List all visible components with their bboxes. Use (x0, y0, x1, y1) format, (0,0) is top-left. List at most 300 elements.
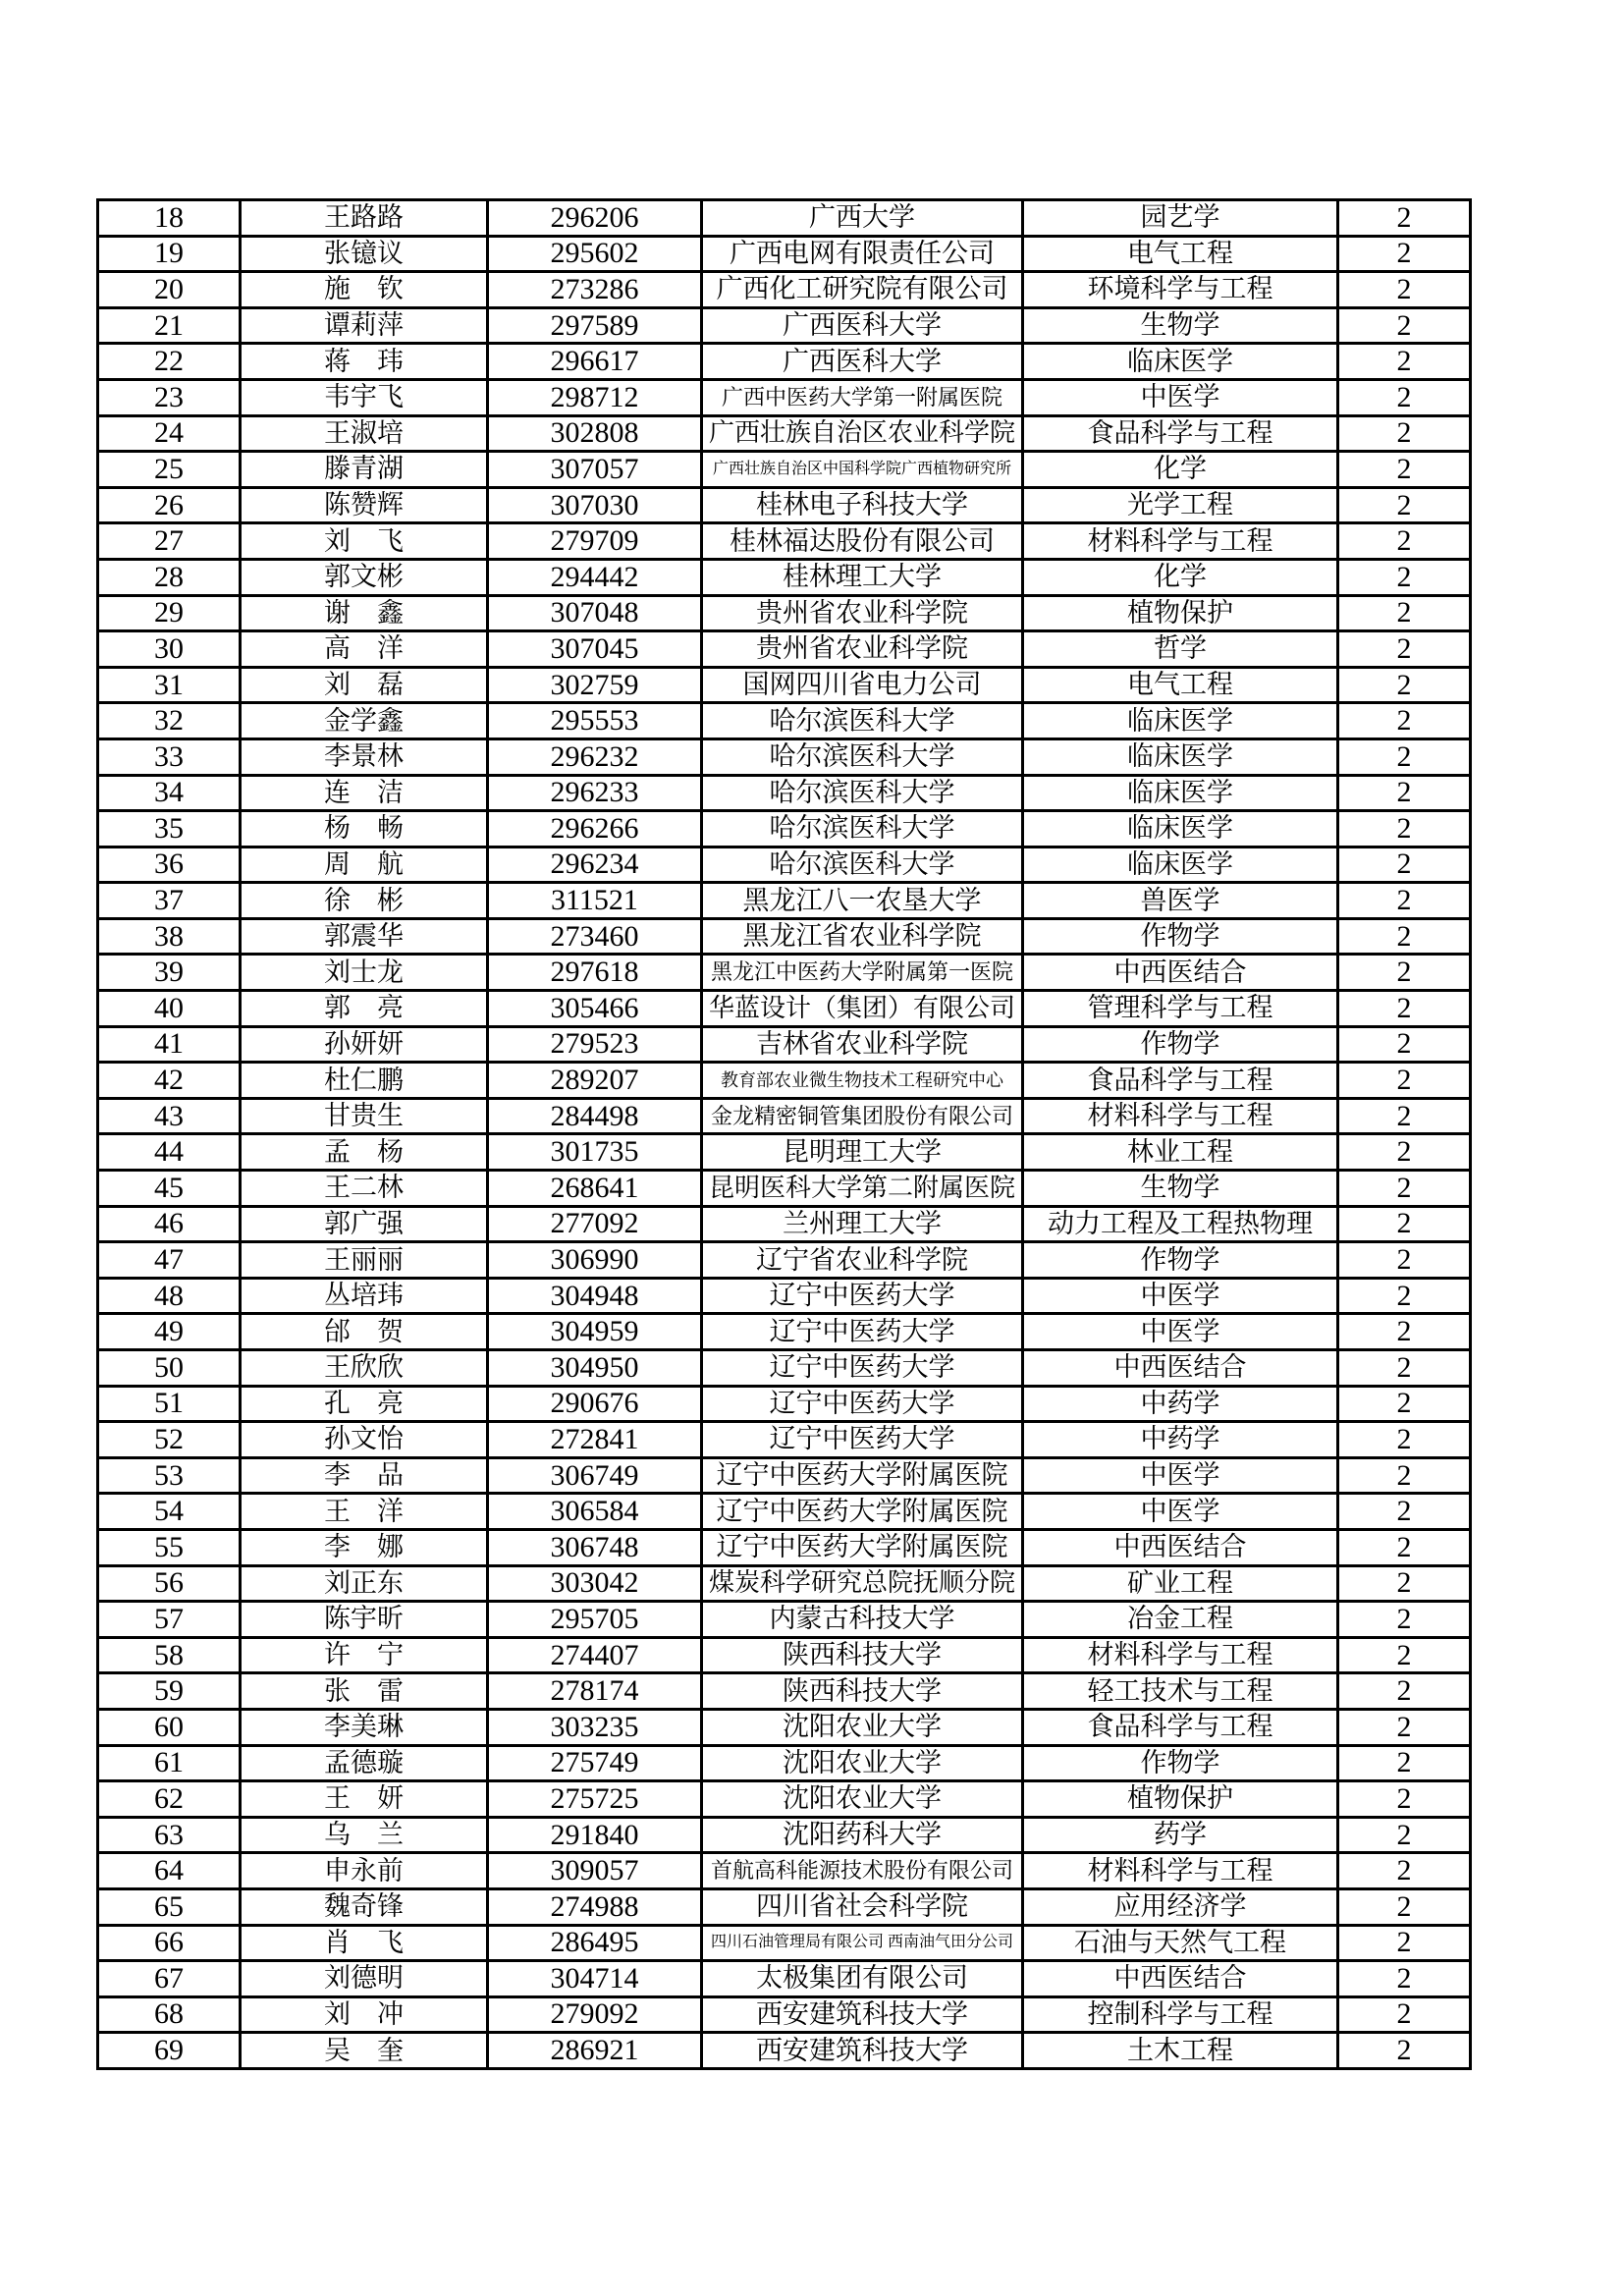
code-cell: 306748 (488, 1529, 702, 1565)
name-cell: 王欣欣 (241, 1350, 488, 1387)
count-cell: 2 (1338, 200, 1471, 237)
name-cell: 郭广强 (241, 1206, 488, 1242)
count-cell: 2 (1338, 272, 1471, 308)
discipline-cell: 作物学 (1023, 1242, 1338, 1279)
discipline-cell: 作物学 (1023, 1026, 1338, 1063)
org-cell: 吉林省农业科学院 (702, 1026, 1023, 1063)
count-cell: 2 (1338, 307, 1471, 344)
table-row (98, 1171, 1471, 1207)
row-number-cell: 43 (98, 1098, 241, 1134)
discipline-cell: 中医学 (1023, 1314, 1338, 1350)
code-cell: 273460 (488, 918, 702, 955)
code-cell: 309057 (488, 1853, 702, 1889)
count-cell: 2 (1338, 1709, 1471, 1745)
code-cell: 272841 (488, 1422, 702, 1458)
table-row (98, 667, 1471, 703)
discipline-cell: 生物学 (1023, 1171, 1338, 1207)
table-row (98, 1602, 1471, 1638)
count-cell: 2 (1338, 559, 1471, 595)
count-cell: 2 (1338, 595, 1471, 631)
discipline-cell: 中医学 (1023, 1278, 1338, 1314)
name-cell: 李 品 (241, 1457, 488, 1494)
org-cell: 广西中医药大学第一附属医院 (702, 379, 1023, 415)
table-row (98, 1134, 1471, 1171)
discipline-cell: 化学 (1023, 559, 1338, 595)
name-cell: 高 洋 (241, 631, 488, 668)
name-cell: 周 航 (241, 847, 488, 883)
row-number-cell: 32 (98, 703, 241, 739)
code-cell: 289207 (488, 1063, 702, 1099)
org-cell: 辽宁中医药大学 (702, 1278, 1023, 1314)
name-cell: 郭文彬 (241, 559, 488, 595)
count-cell: 2 (1338, 1996, 1471, 2033)
code-cell: 297618 (488, 955, 702, 991)
discipline-cell: 电气工程 (1023, 667, 1338, 703)
org-cell: 西安建筑科技大学 (702, 2033, 1023, 2069)
discipline-cell: 临床医学 (1023, 847, 1338, 883)
org-cell: 四川省社会科学院 (702, 1888, 1023, 1925)
count-cell: 2 (1338, 1206, 1471, 1242)
code-cell: 296617 (488, 344, 702, 380)
table-row (98, 452, 1471, 488)
code-cell: 298712 (488, 379, 702, 415)
code-cell: 297589 (488, 307, 702, 344)
code-cell: 273286 (488, 272, 702, 308)
org-cell: 哈尔滨医科大学 (702, 703, 1023, 739)
table-row (98, 1206, 1471, 1242)
count-cell: 2 (1338, 1565, 1471, 1602)
code-cell: 311521 (488, 883, 702, 919)
row-number-cell: 66 (98, 1925, 241, 1961)
discipline-cell: 中西医结合 (1023, 955, 1338, 991)
org-cell: 辽宁中医药大学 (702, 1386, 1023, 1422)
discipline-cell: 材料科学与工程 (1023, 1637, 1338, 1673)
count-cell: 2 (1338, 415, 1471, 452)
org-cell: 桂林理工大学 (702, 559, 1023, 595)
row-number-cell: 58 (98, 1637, 241, 1673)
name-cell: 王 妍 (241, 1781, 488, 1818)
org-cell: 华蓝设计（集团）有限公司 (702, 991, 1023, 1027)
org-cell: 金龙精密铜管集团股份有限公司 (702, 1098, 1023, 1134)
discipline-cell: 材料科学与工程 (1023, 1098, 1338, 1134)
discipline-cell: 中医学 (1023, 1494, 1338, 1530)
name-cell: 邰 贺 (241, 1314, 488, 1350)
row-number-cell: 19 (98, 236, 241, 272)
name-cell: 刘德明 (241, 1961, 488, 1997)
count-cell: 2 (1338, 1026, 1471, 1063)
discipline-cell: 冶金工程 (1023, 1602, 1338, 1638)
table-row (98, 918, 1471, 955)
code-cell: 307048 (488, 595, 702, 631)
discipline-cell: 中医学 (1023, 1457, 1338, 1494)
count-cell: 2 (1338, 1853, 1471, 1889)
count-cell: 2 (1338, 1278, 1471, 1314)
count-cell: 2 (1338, 1098, 1471, 1134)
table-row (98, 595, 1471, 631)
count-cell: 2 (1338, 523, 1471, 560)
discipline-cell: 动力工程及工程热物理 (1023, 1206, 1338, 1242)
count-cell: 2 (1338, 1602, 1471, 1638)
count-cell: 2 (1338, 738, 1471, 775)
discipline-cell: 轻工技术与工程 (1023, 1673, 1338, 1710)
discipline-cell: 植物保护 (1023, 1781, 1338, 1818)
discipline-cell: 光学工程 (1023, 487, 1338, 523)
code-cell: 279523 (488, 1026, 702, 1063)
code-cell: 304959 (488, 1314, 702, 1350)
table-row (98, 631, 1471, 668)
row-number-cell: 20 (98, 272, 241, 308)
row-number-cell: 63 (98, 1817, 241, 1853)
org-cell: 贵州省农业科学院 (702, 631, 1023, 668)
table-row (98, 559, 1471, 595)
name-cell: 谭莉萍 (241, 307, 488, 344)
discipline-cell: 植物保护 (1023, 595, 1338, 631)
count-cell: 2 (1338, 667, 1471, 703)
row-number-cell: 44 (98, 1134, 241, 1171)
code-cell: 302759 (488, 667, 702, 703)
count-cell: 2 (1338, 883, 1471, 919)
name-cell: 乌 兰 (241, 1817, 488, 1853)
discipline-cell: 矿业工程 (1023, 1565, 1338, 1602)
code-cell: 296234 (488, 847, 702, 883)
table-row (98, 415, 1471, 452)
name-cell: 李景林 (241, 738, 488, 775)
table-row (98, 775, 1471, 811)
org-cell: 哈尔滨医科大学 (702, 738, 1023, 775)
row-number-cell: 64 (98, 1853, 241, 1889)
org-cell: 教育部农业微生物技术工程研究中心 (702, 1063, 1023, 1099)
code-cell: 295602 (488, 236, 702, 272)
table-row (98, 1637, 1471, 1673)
table-row (98, 1457, 1471, 1494)
org-cell: 广西壮族自治区中国科学院广西植物研究所 (702, 452, 1023, 488)
code-cell: 268641 (488, 1171, 702, 1207)
row-number-cell: 59 (98, 1673, 241, 1710)
code-cell: 295705 (488, 1602, 702, 1638)
code-cell: 290676 (488, 1386, 702, 1422)
count-cell: 2 (1338, 1961, 1471, 1997)
row-number-cell: 60 (98, 1709, 241, 1745)
table-row (98, 1781, 1471, 1818)
discipline-cell: 中西医结合 (1023, 1350, 1338, 1387)
name-cell: 孟德璇 (241, 1745, 488, 1781)
count-cell: 2 (1338, 1171, 1471, 1207)
org-cell: 昆明医科大学第二附属医院 (702, 1171, 1023, 1207)
table-row (98, 307, 1471, 344)
discipline-cell: 兽医学 (1023, 883, 1338, 919)
name-cell: 滕青湖 (241, 452, 488, 488)
row-number-cell: 42 (98, 1063, 241, 1099)
name-cell: 杨 畅 (241, 811, 488, 847)
discipline-cell: 石油与天然气工程 (1023, 1925, 1338, 1961)
row-number-cell: 46 (98, 1206, 241, 1242)
code-cell: 275725 (488, 1781, 702, 1818)
org-cell: 沈阳农业大学 (702, 1781, 1023, 1818)
table-row (98, 1817, 1471, 1853)
row-number-cell: 65 (98, 1888, 241, 1925)
name-cell: 许 宁 (241, 1637, 488, 1673)
row-number-cell: 50 (98, 1350, 241, 1387)
code-cell: 296206 (488, 200, 702, 237)
row-number-cell: 21 (98, 307, 241, 344)
row-number-cell: 39 (98, 955, 241, 991)
code-cell: 286921 (488, 2033, 702, 2069)
row-number-cell: 22 (98, 344, 241, 380)
table-row (98, 379, 1471, 415)
name-cell: 郭 亮 (241, 991, 488, 1027)
table-row (98, 1026, 1471, 1063)
org-cell: 哈尔滨医科大学 (702, 775, 1023, 811)
code-cell: 301735 (488, 1134, 702, 1171)
table-row (98, 991, 1471, 1027)
row-number-cell: 57 (98, 1602, 241, 1638)
code-cell: 296233 (488, 775, 702, 811)
count-cell: 2 (1338, 1242, 1471, 1279)
code-cell: 306584 (488, 1494, 702, 1530)
discipline-cell: 材料科学与工程 (1023, 1853, 1338, 1889)
code-cell: 296232 (488, 738, 702, 775)
row-number-cell: 53 (98, 1457, 241, 1494)
table-row (98, 236, 1471, 272)
row-number-cell: 41 (98, 1026, 241, 1063)
table-row (98, 1888, 1471, 1925)
row-number-cell: 55 (98, 1529, 241, 1565)
name-cell: 韦宇飞 (241, 379, 488, 415)
row-number-cell: 29 (98, 595, 241, 631)
discipline-cell: 环境科学与工程 (1023, 272, 1338, 308)
row-number-cell: 27 (98, 523, 241, 560)
org-cell: 黑龙江中医药大学附属第一医院 (702, 955, 1023, 991)
row-number-cell: 23 (98, 379, 241, 415)
code-cell: 278174 (488, 1673, 702, 1710)
discipline-cell: 临床医学 (1023, 703, 1338, 739)
org-cell: 沈阳农业大学 (702, 1709, 1023, 1745)
org-cell: 太极集团有限公司 (702, 1961, 1023, 1997)
org-cell: 陕西科技大学 (702, 1637, 1023, 1673)
name-cell: 徐 彬 (241, 883, 488, 919)
row-number-cell: 40 (98, 991, 241, 1027)
discipline-cell: 临床医学 (1023, 811, 1338, 847)
table-row (98, 1242, 1471, 1279)
org-cell: 煤炭科学研究总院抚顺分院 (702, 1565, 1023, 1602)
name-cell: 施 钦 (241, 272, 488, 308)
count-cell: 2 (1338, 1529, 1471, 1565)
count-cell: 2 (1338, 1888, 1471, 1925)
table-row (98, 1386, 1471, 1422)
row-number-cell: 33 (98, 738, 241, 775)
discipline-cell: 园艺学 (1023, 200, 1338, 237)
org-cell: 贵州省农业科学院 (702, 595, 1023, 631)
name-cell: 孙妍妍 (241, 1026, 488, 1063)
name-cell: 刘 磊 (241, 667, 488, 703)
org-cell: 辽宁中医药大学 (702, 1314, 1023, 1350)
name-cell: 王 洋 (241, 1494, 488, 1530)
row-number-cell: 18 (98, 200, 241, 237)
table-row (98, 1745, 1471, 1781)
discipline-cell: 中西医结合 (1023, 1961, 1338, 1997)
count-cell: 2 (1338, 452, 1471, 488)
count-cell: 2 (1338, 1817, 1471, 1853)
name-cell: 金学鑫 (241, 703, 488, 739)
count-cell: 2 (1338, 1350, 1471, 1387)
org-cell: 陕西科技大学 (702, 1673, 1023, 1710)
org-cell: 四川石油管理局有限公司 西南油气田分公司 (702, 1925, 1023, 1961)
code-cell: 291840 (488, 1817, 702, 1853)
discipline-cell: 哲学 (1023, 631, 1338, 668)
code-cell: 274407 (488, 1637, 702, 1673)
org-cell: 广西壮族自治区农业科学院 (702, 415, 1023, 452)
count-cell: 2 (1338, 1134, 1471, 1171)
discipline-cell: 生物学 (1023, 307, 1338, 344)
count-cell: 2 (1338, 918, 1471, 955)
name-cell: 王二林 (241, 1171, 488, 1207)
name-cell: 孟 杨 (241, 1134, 488, 1171)
org-cell: 辽宁中医药大学 (702, 1350, 1023, 1387)
count-cell: 2 (1338, 1386, 1471, 1422)
name-cell: 谢 鑫 (241, 595, 488, 631)
org-cell: 国网四川省电力公司 (702, 667, 1023, 703)
discipline-cell: 中药学 (1023, 1386, 1338, 1422)
code-cell: 304948 (488, 1278, 702, 1314)
count-cell: 2 (1338, 1457, 1471, 1494)
table-row (98, 2033, 1471, 2069)
org-cell: 桂林电子科技大学 (702, 487, 1023, 523)
code-cell: 304950 (488, 1350, 702, 1387)
name-cell: 刘 冲 (241, 1996, 488, 2033)
table-row (98, 811, 1471, 847)
name-cell: 张 雷 (241, 1673, 488, 1710)
org-cell: 内蒙古科技大学 (702, 1602, 1023, 1638)
count-cell: 2 (1338, 1314, 1471, 1350)
row-number-cell: 38 (98, 918, 241, 955)
code-cell: 306749 (488, 1457, 702, 1494)
code-cell: 296266 (488, 811, 702, 847)
table-row (98, 883, 1471, 919)
org-cell: 哈尔滨医科大学 (702, 811, 1023, 847)
code-cell: 304714 (488, 1961, 702, 1997)
name-cell: 王路路 (241, 200, 488, 237)
name-cell: 丛培玮 (241, 1278, 488, 1314)
row-number-cell: 62 (98, 1781, 241, 1818)
table-row (98, 1996, 1471, 2033)
org-cell: 黑龙江省农业科学院 (702, 918, 1023, 955)
discipline-cell: 作物学 (1023, 1745, 1338, 1781)
row-number-cell: 52 (98, 1422, 241, 1458)
row-number-cell: 36 (98, 847, 241, 883)
name-cell: 魏奇锋 (241, 1888, 488, 1925)
table-row (98, 344, 1471, 380)
name-cell: 蒋 玮 (241, 344, 488, 380)
org-cell: 广西医科大学 (702, 307, 1023, 344)
code-cell: 302808 (488, 415, 702, 452)
org-cell: 昆明理工大学 (702, 1134, 1023, 1171)
org-cell: 广西电网有限责任公司 (702, 236, 1023, 272)
count-cell: 2 (1338, 811, 1471, 847)
table-row (98, 1709, 1471, 1745)
name-cell: 张镱议 (241, 236, 488, 272)
name-cell: 刘 飞 (241, 523, 488, 560)
count-cell: 2 (1338, 2033, 1471, 2069)
row-number-cell: 54 (98, 1494, 241, 1530)
count-cell: 2 (1338, 1781, 1471, 1818)
table-row (98, 955, 1471, 991)
table-row (98, 487, 1471, 523)
table-row (98, 1063, 1471, 1099)
code-cell: 303042 (488, 1565, 702, 1602)
discipline-cell: 控制科学与工程 (1023, 1996, 1338, 2033)
count-cell: 2 (1338, 1637, 1471, 1673)
code-cell: 303235 (488, 1709, 702, 1745)
table-row (98, 1673, 1471, 1710)
code-cell: 307045 (488, 631, 702, 668)
count-cell: 2 (1338, 775, 1471, 811)
name-cell: 吴 奎 (241, 2033, 488, 2069)
table-row (98, 703, 1471, 739)
row-number-cell: 68 (98, 1996, 241, 2033)
table-row (98, 847, 1471, 883)
code-cell: 284498 (488, 1098, 702, 1134)
name-cell: 王淑培 (241, 415, 488, 452)
org-cell: 广西化工研究院有限公司 (702, 272, 1023, 308)
count-cell: 2 (1338, 1422, 1471, 1458)
table-row (98, 200, 1471, 237)
row-number-cell: 35 (98, 811, 241, 847)
table-row (98, 1565, 1471, 1602)
table-row (98, 1961, 1471, 1997)
count-cell: 2 (1338, 991, 1471, 1027)
count-cell: 2 (1338, 1673, 1471, 1710)
table-row (98, 1098, 1471, 1134)
org-cell: 哈尔滨医科大学 (702, 847, 1023, 883)
org-cell: 首航高科能源技术股份有限公司 (702, 1853, 1023, 1889)
table-row (98, 1853, 1471, 1889)
discipline-cell: 食品科学与工程 (1023, 1063, 1338, 1099)
row-number-cell: 49 (98, 1314, 241, 1350)
discipline-cell: 中药学 (1023, 1422, 1338, 1458)
discipline-cell: 电气工程 (1023, 236, 1338, 272)
name-cell: 郭震华 (241, 918, 488, 955)
org-cell: 沈阳农业大学 (702, 1745, 1023, 1781)
discipline-cell: 作物学 (1023, 918, 1338, 955)
name-cell: 肖 飞 (241, 1925, 488, 1961)
discipline-cell: 食品科学与工程 (1023, 1709, 1338, 1745)
discipline-cell: 中西医结合 (1023, 1529, 1338, 1565)
table-row (98, 1314, 1471, 1350)
name-cell: 孔 亮 (241, 1386, 488, 1422)
name-cell: 申永前 (241, 1853, 488, 1889)
table-row (98, 1529, 1471, 1565)
name-cell: 陈宇昕 (241, 1602, 488, 1638)
discipline-cell: 土木工程 (1023, 2033, 1338, 2069)
name-cell: 杜仁鹏 (241, 1063, 488, 1099)
org-cell: 辽宁中医药大学 (702, 1422, 1023, 1458)
table-row (98, 1278, 1471, 1314)
count-cell: 2 (1338, 344, 1471, 380)
count-cell: 2 (1338, 847, 1471, 883)
discipline-cell: 临床医学 (1023, 344, 1338, 380)
org-cell: 沈阳药科大学 (702, 1817, 1023, 1853)
code-cell: 279709 (488, 523, 702, 560)
name-cell: 孙文怡 (241, 1422, 488, 1458)
row-number-cell: 48 (98, 1278, 241, 1314)
code-cell: 274988 (488, 1888, 702, 1925)
count-cell: 2 (1338, 1925, 1471, 1961)
count-cell: 2 (1338, 1063, 1471, 1099)
org-cell: 兰州理工大学 (702, 1206, 1023, 1242)
row-number-cell: 56 (98, 1565, 241, 1602)
count-cell: 2 (1338, 1745, 1471, 1781)
table-row (98, 523, 1471, 560)
